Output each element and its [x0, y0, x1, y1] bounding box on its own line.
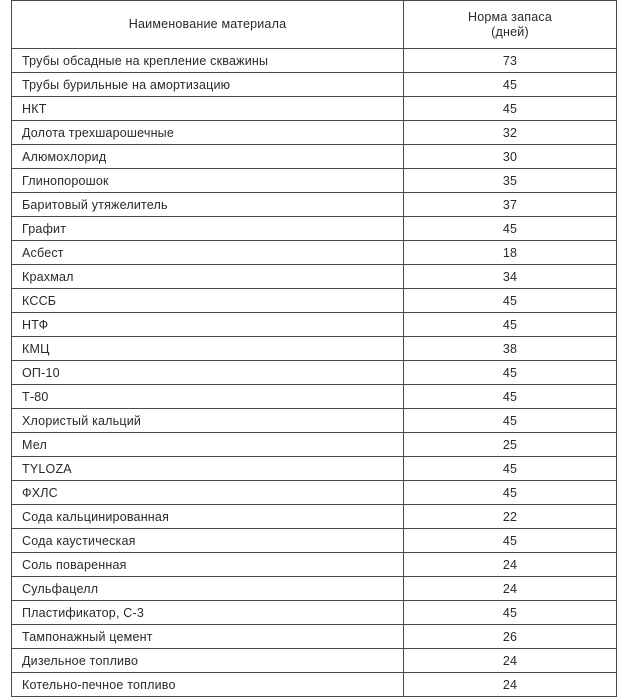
stock-norm-cell: 22	[404, 505, 617, 529]
table-row	[12, 241, 617, 265]
table-row	[12, 121, 617, 145]
material-name-cell: Долота трехшарошечные	[12, 121, 404, 145]
table-row	[12, 409, 617, 433]
table-row	[12, 481, 617, 505]
material-name-cell: Сода каустическая	[12, 529, 404, 553]
material-name-cell: Дизельное топливо	[12, 649, 404, 673]
material-name-cell: Алюмохлорид	[12, 145, 404, 169]
stock-norm-cell: 45	[404, 529, 617, 553]
material-name-cell: КМЦ	[12, 337, 404, 361]
stock-norm-cell: 30	[404, 145, 617, 169]
stock-norms-table	[11, 0, 617, 697]
stock-norm-cell: 45	[404, 601, 617, 625]
material-name-cell: Сульфацелл	[12, 577, 404, 601]
header-stock-norm-unit: (дней)	[491, 24, 529, 39]
table-row	[12, 577, 617, 601]
stock-norm-cell: 18	[404, 241, 617, 265]
stock-norm-cell: 24	[404, 577, 617, 601]
table-row	[12, 97, 617, 121]
material-name-cell: Тампонажный цемент	[12, 625, 404, 649]
stock-norm-cell: 45	[404, 73, 617, 97]
table-row	[12, 649, 617, 673]
table-row	[12, 433, 617, 457]
material-name-cell: Баритовый утяжелитель	[12, 193, 404, 217]
material-name-cell: TYLOZA	[12, 457, 404, 481]
material-name-cell: ФХЛС	[12, 481, 404, 505]
table-row	[12, 145, 617, 169]
table-row	[12, 169, 617, 193]
table-row	[12, 289, 617, 313]
stock-norm-cell: 35	[404, 169, 617, 193]
table-row	[12, 313, 617, 337]
stock-norm-cell: 45	[404, 409, 617, 433]
stock-norm-cell: 37	[404, 193, 617, 217]
material-name-cell: Т-80	[12, 385, 404, 409]
material-name-cell: Асбест	[12, 241, 404, 265]
material-name-cell: Мел	[12, 433, 404, 457]
stock-norm-cell: 32	[404, 121, 617, 145]
table-body	[12, 49, 617, 697]
table-row	[12, 601, 617, 625]
table-row	[12, 73, 617, 97]
table-row	[12, 217, 617, 241]
material-name-cell: Пластификатор, С-3	[12, 601, 404, 625]
table-row	[12, 49, 617, 73]
material-name-cell: Графит	[12, 217, 404, 241]
stock-norm-cell: 45	[404, 289, 617, 313]
material-name-cell: НКТ	[12, 97, 404, 121]
table-row	[12, 457, 617, 481]
stock-norm-cell: 38	[404, 337, 617, 361]
material-name-cell: Сода кальцинированная	[12, 505, 404, 529]
material-name-cell: Трубы обсадные на крепление скважины	[12, 49, 404, 73]
header-material-name: Наименование материала	[12, 1, 404, 49]
table-header-row	[12, 1, 617, 49]
table-row	[12, 337, 617, 361]
material-name-cell: Трубы бурильные на амортизацию	[12, 73, 404, 97]
stock-norm-cell: 73	[404, 49, 617, 73]
stock-norm-cell: 45	[404, 481, 617, 505]
header-stock-norm	[404, 1, 617, 49]
stock-norm-cell: 34	[404, 265, 617, 289]
table-row	[12, 625, 617, 649]
stock-norm-cell: 45	[404, 361, 617, 385]
stock-norm-cell: 24	[404, 673, 617, 697]
material-name-cell: Крахмал	[12, 265, 404, 289]
stock-norm-cell: 45	[404, 217, 617, 241]
table-row	[12, 673, 617, 697]
stock-norm-cell: 24	[404, 649, 617, 673]
stock-norm-cell: 26	[404, 625, 617, 649]
table-row	[12, 505, 617, 529]
table-row	[12, 265, 617, 289]
material-name-cell: КССБ	[12, 289, 404, 313]
table-row	[12, 553, 617, 577]
material-name-cell: Котельно-печное топливо	[12, 673, 404, 697]
material-name-cell: ОП-10	[12, 361, 404, 385]
material-name-cell: Хлористый кальций	[12, 409, 404, 433]
stock-norm-cell: 24	[404, 553, 617, 577]
material-name-cell: Соль поваренная	[12, 553, 404, 577]
table-row	[12, 193, 617, 217]
stock-norm-cell: 25	[404, 433, 617, 457]
stock-norm-cell: 45	[404, 97, 617, 121]
stock-norm-cell: 45	[404, 457, 617, 481]
header-stock-norm-title: Норма запаса	[468, 9, 552, 24]
table-row	[12, 361, 617, 385]
table-row	[12, 385, 617, 409]
material-name-cell: НТФ	[12, 313, 404, 337]
stock-norm-cell: 45	[404, 385, 617, 409]
material-name-cell: Глинопорошок	[12, 169, 404, 193]
table-row	[12, 529, 617, 553]
stock-norm-cell: 45	[404, 313, 617, 337]
